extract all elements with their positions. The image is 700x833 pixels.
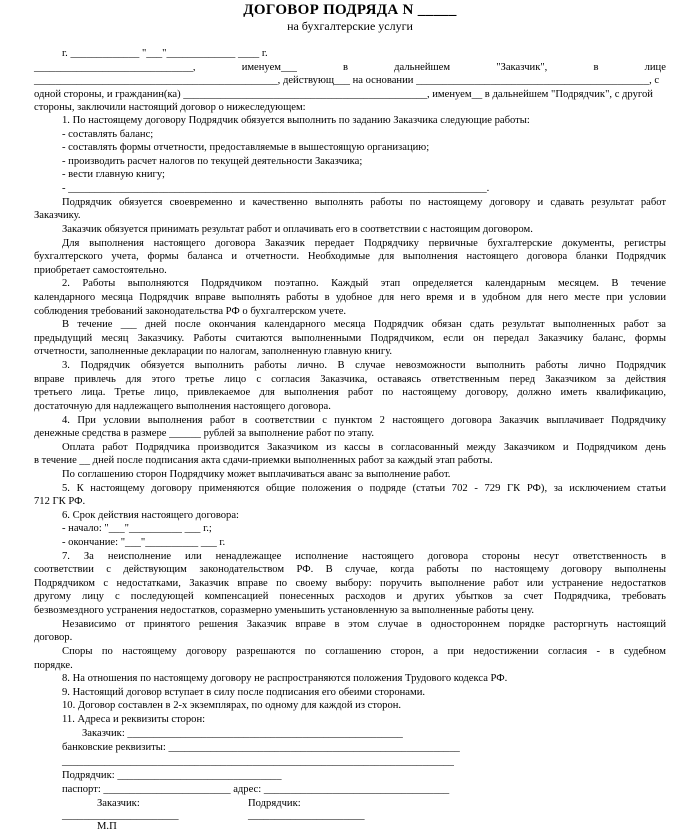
body-line: 7. За неисполнение или ненадлежащее исполнение настоящего договора стороны несут ответственность в [62, 551, 666, 562]
stamp-label: М.П [97, 821, 117, 832]
passport-address-line: паспорт: ________________________ адрес: ___________________________________ [62, 784, 450, 795]
body-line: 4. При условии выполнения работ в соответствии с пунктом 2 настоящего договора Заказчик выплачивает Подрядчику [62, 415, 666, 426]
body-line: денежные средства в размере ______ рублей за выполнение работ по этапу. [34, 428, 375, 439]
body-line: отчетности, заполненные декларации по налогам, заполненную главную книгу. [34, 346, 393, 357]
parties-word: лице [644, 62, 666, 73]
body-line: приобретает самостоятельно. [34, 265, 167, 276]
body-line: 6. Срок действия настоящего договора: [62, 510, 239, 521]
body-line: соответствии с действующим законодательством РФ. В случае, когда работы по настоящему договору выполнены [34, 564, 666, 575]
requisites-blank-line: __________________________________________________________________________ [62, 756, 454, 767]
bank-requisites: банковские реквизиты: _______________________________________________________ [62, 742, 460, 753]
body-line: В течение ___ дней после окончания календарного месяца Подрядчик обязан сдать результат выполненных работ за [62, 319, 666, 330]
parties-line-2: ______________________________________________, действующ___ на основании ____________________________________________, с [34, 75, 660, 86]
place-date-line: г. _____________ "___"_____________ ____ г. [62, 48, 268, 59]
customer-requisites: Заказчик: ____________________________________________________ [82, 728, 403, 739]
body-line: Споры по настоящему договору разрешаются по соглашению сторон, а при недостижении согласия - в судебном [62, 646, 666, 657]
parties-line-3: одной стороны, и гражданин(ка) ______________________________________________, именуем__ в дальнейшем "Подрядчик", с другой [34, 89, 653, 100]
contractor-requisites: Подрядчик: _______________________________ [62, 770, 282, 781]
body-line: достаточную для надлежащего выполнения настоящего договора. [34, 401, 331, 412]
body-line: в течение __ дней после подписания акта сдачи-приемки выполненных работ за каждый этап работы. [34, 455, 493, 466]
body-line: вправе привлечь для этого третье лицо с согласия Заказчика, оставаясь ответственным перед Заказчиком за действия [34, 374, 666, 385]
contractor-signature-label: Подрядчик: [248, 798, 301, 809]
body-line: 11. Адреса и реквизиты сторон: [62, 714, 206, 725]
body-line: календарного месяца Подрядчик вправе выполнять работы в удобное для него время и в удобном для него месте при условии [34, 292, 666, 303]
body-line: 5. К настоящему договору применяются общие положения о подряде (статьи 702 - 729 ГК РФ), за исключением статьи [62, 483, 666, 494]
parties-line-1 [34, 61, 666, 74]
body-line: 9. Настоящий договор вступает в силу после подписания его обеими сторонами. [62, 687, 426, 698]
document-subtitle: на бухгалтерские услуги [287, 19, 413, 33]
body-line: По соглашению сторон Подрядчику может выплачиваться аванс за выполнение работ. [62, 469, 451, 480]
contractor-signature-line: ______________________ [248, 810, 365, 821]
parties-word: в [343, 62, 349, 73]
document-title: ДОГОВОР ПОДРЯДА N _____ [243, 2, 457, 18]
body-line: третьего лица. Третье лицо, привлекаемое для выполнения работ по настоящему договору, должно иметь квалификацию, [34, 387, 666, 398]
parties-word: дальнейшем [394, 62, 451, 73]
customer-signature-label: Заказчик: [97, 798, 140, 809]
body-line: 10. Договор составлен в 2-х экземплярах, по одному для каждой из сторон. [62, 700, 402, 711]
parties-word: "Заказчик", [496, 62, 548, 73]
body-line: другому лицу с последующей компенсацией понесенных расходов и других убытков за счет Подрядчика, требовать [34, 591, 666, 602]
body-line: 8. На отношения по настоящему договору не распространяются положения Трудового кодекса РФ. [62, 673, 508, 684]
body-line: безвозмездного устранения недостатков, соразмерно уменьшить установленную за выполненные работы цену. [34, 605, 534, 616]
body-line: Заказчику. [34, 210, 81, 221]
parties-word: именуем___ [241, 62, 297, 73]
body-line: - _______________________________________________________________________________. [62, 183, 490, 194]
body-line: Подрядчиком с недостатками, Заказчик вправе по своему выбору: поручить выполнение работ или устранение недостатков [34, 578, 666, 589]
body-line: бухгалтерского учета, формы баланса и отчетности. Необходимые для выполнения настоящего договора бланки Подрядчик [34, 251, 666, 262]
body-line: Заказчик обязуется принимать результат работ и оплачивать его в соответствии с настоящим договором. [62, 224, 533, 235]
body-line: Для выполнения настоящего договора Заказчик передает Подрядчику первичные бухгалтерские документы, регистры [62, 238, 666, 249]
body-line: Независимо от принятого решения Заказчик вправе в этом случае в одностороннем порядке расторгнуть настоящий [62, 619, 666, 630]
body-line: Подрядчик обязуется своевременно и качественно выполнять работы по настоящему договору и сдавать результат работ [62, 197, 666, 208]
body-line: договор. [34, 632, 73, 643]
body-line: 3. Подрядчик обязуется выполнить работы лично. В случае невозможности выполнить работы лично Подрядчик [62, 360, 666, 371]
customer-signature-line: ______________________ [62, 810, 179, 821]
body-line: 1. По настоящему договору Подрядчик обязуется выполнить по заданию Заказчика следующие работы: [62, 115, 530, 126]
body-line: - начало: "___"__________ ___ г.; [62, 523, 212, 534]
body-line: Оплата работ Подрядчика производится Заказчиком из кассы в согласованный между Заказчиком и Подрядчиком день [62, 442, 666, 453]
body-line: - окончание: "___"__________ ___ г. [62, 537, 226, 548]
parties-line-4: стороны, заключили настоящий договор о нижеследующем: [34, 102, 306, 113]
body-line: - составлять баланс; [62, 129, 154, 140]
body-line: - производить расчет налогов по текущей деятельности Заказчика; [62, 156, 363, 167]
body-line: 2. Работы выполняются Подрядчиком поэтапно. Каждый этап определяется календарным месяцем. В течение [62, 278, 666, 289]
parties-word: ______________________________, [34, 62, 196, 73]
body-line: предыдущий месяц Заказчику. Работы считаются выполненными Подрядчиком, если он передал Заказчику баланс, формы [34, 333, 666, 344]
body-line: - составлять формы отчетности, предоставляемые в вышестоящую организацию; [62, 142, 430, 153]
body-line: - вести главную книгу; [62, 169, 165, 180]
parties-word: в [593, 62, 599, 73]
body-line: 712 ГК РФ. [34, 496, 86, 507]
body-line: соблюдения требований законодательства РФ о бухгалтерском учете. [34, 306, 347, 317]
body-line: порядке. [34, 660, 73, 671]
